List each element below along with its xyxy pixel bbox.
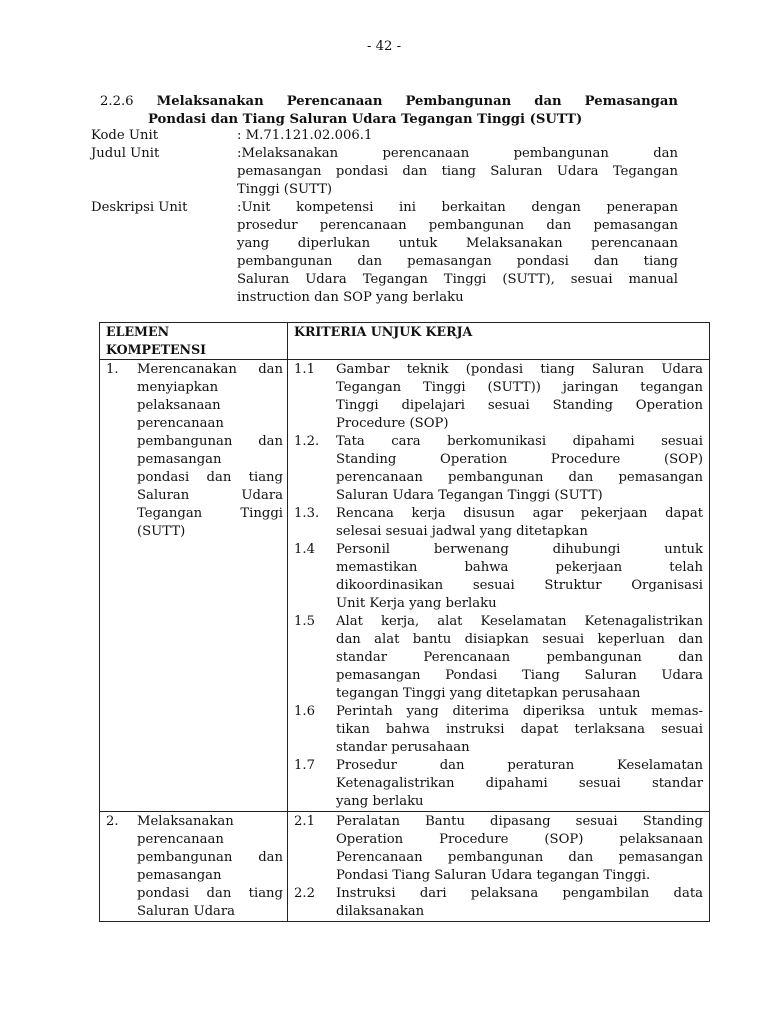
header-elemen-line: ELEMEN bbox=[106, 324, 170, 339]
kriteria-line: tegangan Tinggi yang ditetapkan perusahaan bbox=[336, 686, 641, 701]
deskripsi-line: :Unit kompetensi ini berkaitan dengan penerapan bbox=[237, 200, 678, 215]
kriteria-line: Tata cara berkomunikasi dipahami sesuai bbox=[336, 434, 703, 449]
section-title-line-2: Pondasi dan Tiang Saluran Udara Tegangan Tinggi (SUTT) bbox=[148, 112, 583, 127]
kriteria-item bbox=[294, 703, 703, 757]
kriteria-number: 1.6 bbox=[294, 704, 315, 719]
deskripsi-line: prosedur perencanaan pembangunan dan pemasangan bbox=[237, 218, 678, 233]
kriteria-text bbox=[336, 361, 703, 433]
elemen-kompetensi bbox=[100, 812, 287, 921]
kode-unit-label: Kode Unit bbox=[91, 128, 158, 143]
kriteria-line: pemasangan Pondasi Tiang Saluran Udara bbox=[336, 668, 703, 683]
kriteria-line: Prosedur dan peraturan Keselamatan bbox=[336, 758, 703, 773]
header-elemen-kompetensi bbox=[100, 323, 288, 360]
elemen-line: pondasi dan tiang bbox=[137, 886, 283, 901]
section-title-line-1: Melaksanakan Perencanaan Pembangunan dan Pemasangan bbox=[156, 94, 679, 109]
elemen-line: Tegangan Tinggi bbox=[137, 506, 283, 521]
kriteria-text bbox=[336, 703, 703, 757]
kriteria-line: Perencanaan pembangunan dan pemasangan bbox=[336, 850, 703, 865]
kriteria-text bbox=[336, 757, 703, 811]
kriteria-number: 2.1 bbox=[294, 814, 315, 829]
kriteria-line: Alat kerja, alat Keselamatan Ketenagalistrikan bbox=[336, 614, 703, 629]
kriteria-item bbox=[294, 885, 703, 921]
kriteria-line: Tinggi dipelajari sesuai Standing Operation bbox=[336, 398, 703, 413]
kriteria-number: 1.5 bbox=[294, 614, 315, 629]
table-header-row bbox=[100, 323, 710, 360]
judul-line: :Melaksanakan perencanaan pembangunan dan bbox=[237, 146, 678, 161]
elemen-line: pelaksanaan bbox=[137, 398, 221, 413]
section-heading bbox=[100, 93, 678, 129]
kriteria-number: 1.1 bbox=[294, 362, 315, 377]
table-row bbox=[100, 360, 710, 812]
kriteria-line: dilaksanakan bbox=[336, 904, 425, 919]
header-elemen-line: KOMPETENSI bbox=[106, 342, 207, 357]
deskripsi-unit-value bbox=[237, 199, 678, 307]
elemen-line: pemasangan bbox=[137, 452, 222, 467]
kriteria-line: yang berlaku bbox=[336, 794, 424, 809]
kode-unit-value: : M.71.121.02.006.1 bbox=[237, 128, 373, 143]
elemen-line: perencanaan bbox=[137, 832, 224, 847]
kriteria-line: selesai sesuai jadwal yang ditetapkan bbox=[336, 524, 588, 539]
kriteria-line: Ketenagalistrikan dipahami sesuai standar bbox=[336, 776, 703, 791]
kriteria-line: Tegangan Tinggi (SUTT)) jaringan tegangan bbox=[336, 380, 703, 395]
kriteria-line: Saluran Udara Tegangan Tinggi (SUTT) bbox=[336, 488, 603, 503]
judul-line: Tinggi (SUTT) bbox=[237, 182, 333, 197]
elemen-line: pemasangan bbox=[137, 868, 222, 883]
kriteria-text bbox=[336, 433, 703, 505]
kriteria-number: 2.2 bbox=[294, 886, 315, 901]
elemen-line: Saluran Udara bbox=[137, 904, 236, 919]
kriteria-line: dikoordinasikan sesuai Struktur Organisasi bbox=[336, 578, 703, 593]
kriteria-line: Standing Operation Procedure (SOP) bbox=[336, 452, 703, 467]
kriteria-item bbox=[294, 541, 703, 613]
kriteria-line: Unit Kerja yang berlaku bbox=[336, 596, 497, 611]
kriteria-cell bbox=[288, 812, 710, 922]
judul-line: pemasangan pondasi dan tiang Saluran Udara Tegangan bbox=[237, 164, 678, 179]
header-kriteria-unjuk-kerja: KRITERIA UNJUK KERJA bbox=[288, 323, 710, 360]
elemen-line: Saluran Udara bbox=[137, 488, 283, 503]
kriteria-line: Instruksi dari pelaksana pengambilan data bbox=[336, 886, 703, 901]
unit-metadata bbox=[91, 127, 678, 307]
kriteria-list bbox=[288, 360, 709, 811]
judul-unit-value bbox=[237, 145, 678, 199]
elemen-text bbox=[137, 361, 283, 541]
kriteria-cell bbox=[288, 360, 710, 812]
kriteria-item bbox=[294, 505, 703, 541]
kriteria-text bbox=[336, 613, 703, 703]
elemen-kompetensi bbox=[100, 360, 287, 541]
kriteria-item bbox=[294, 361, 703, 433]
kriteria-text bbox=[336, 813, 703, 885]
kriteria-item bbox=[294, 433, 703, 505]
elemen-line: Melaksanakan bbox=[137, 814, 234, 829]
kriteria-line: Perintah yang diterima diperiksa untuk memas- bbox=[336, 704, 703, 719]
kriteria-line: perencanaan pembangunan dan pemasangan bbox=[336, 470, 703, 485]
elemen-cell bbox=[100, 812, 288, 922]
kriteria-item bbox=[294, 613, 703, 703]
section-number: 2.2.6 bbox=[100, 94, 134, 109]
elemen-line: menyiapkan bbox=[137, 380, 219, 395]
kriteria-line: dan alat bantu disiapkan sesuai keperluan dan bbox=[336, 632, 703, 647]
kriteria-item bbox=[294, 813, 703, 885]
deskripsi-line: Saluran Udara Tegangan Tinggi (SUTT), sesuai manual bbox=[237, 272, 678, 287]
kriteria-number: 1.4 bbox=[294, 542, 315, 557]
elemen-line: pondasi dan tiang bbox=[137, 470, 283, 485]
judul-unit-label: Judul Unit bbox=[91, 146, 160, 161]
kriteria-item bbox=[294, 757, 703, 811]
kriteria-text bbox=[336, 885, 703, 921]
elemen-line: pembangunan dan bbox=[137, 434, 283, 449]
elemen-line: perencanaan bbox=[137, 416, 224, 431]
elemen-line: pembangunan dan bbox=[137, 850, 283, 865]
kriteria-line: Rencana kerja disusun agar pekerjaan dapat bbox=[336, 506, 703, 521]
table-row bbox=[100, 812, 710, 922]
kriteria-line: Pondasi Tiang Saluran Udara tegangan Tinggi. bbox=[336, 868, 651, 883]
deskripsi-line: instruction dan SOP yang berlaku bbox=[237, 290, 464, 305]
competency-table bbox=[99, 322, 710, 922]
kriteria-number: 1.3. bbox=[294, 506, 320, 521]
kriteria-list bbox=[288, 812, 709, 921]
elemen-number: 2. bbox=[106, 814, 119, 829]
kriteria-line: memastikan bahwa pekerjaan telah bbox=[336, 560, 703, 575]
kriteria-line: Peralatan Bantu dipasang sesuai Standing bbox=[336, 814, 703, 829]
kriteria-line: Procedure (SOP) bbox=[336, 416, 449, 431]
kriteria-number: 1.2. bbox=[294, 434, 320, 449]
elemen-number: 1. bbox=[106, 362, 119, 377]
deskripsi-line: pembangunan dan pemasangan pondasi dan tiang bbox=[237, 254, 678, 269]
elemen-cell bbox=[100, 360, 288, 812]
deskripsi-unit-row bbox=[91, 199, 678, 307]
kriteria-line: Personil berwenang dihubungi untuk bbox=[336, 542, 703, 557]
kriteria-line: standar perusahaan bbox=[336, 740, 470, 755]
page-number: - 42 - bbox=[366, 39, 402, 54]
judul-unit-row bbox=[91, 145, 678, 199]
kriteria-line: standar Perencanaan pembangunan dan bbox=[336, 650, 703, 665]
kriteria-line: Operation Procedure (SOP) pelaksanaan bbox=[336, 832, 703, 847]
deskripsi-line: yang diperlukan untuk Melaksanakan perencanaan bbox=[237, 236, 678, 251]
elemen-text bbox=[137, 813, 283, 921]
deskripsi-unit-label: Deskripsi Unit bbox=[91, 200, 188, 215]
elemen-line: Merencanakan dan bbox=[137, 362, 283, 377]
elemen-line: (SUTT) bbox=[137, 524, 186, 539]
kriteria-number: 1.7 bbox=[294, 758, 315, 773]
kriteria-line: tikan bahwa instruksi dapat terlaksana sesuai bbox=[336, 722, 703, 737]
kriteria-text bbox=[336, 541, 703, 613]
kriteria-line: Gambar teknik (pondasi tiang Saluran Udara bbox=[336, 362, 703, 377]
kriteria-text bbox=[336, 505, 703, 541]
kode-unit-row bbox=[91, 127, 678, 145]
